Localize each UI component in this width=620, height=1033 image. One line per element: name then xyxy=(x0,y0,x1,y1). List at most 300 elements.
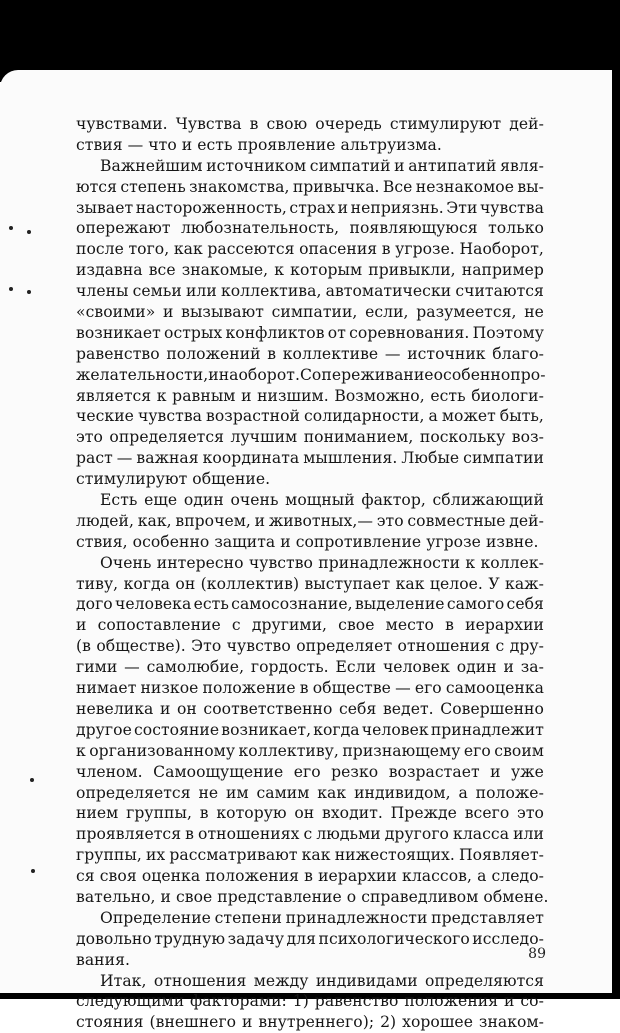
word: того, xyxy=(128,240,170,259)
text-line xyxy=(76,657,544,678)
word: чувствами. xyxy=(76,115,168,133)
word: членом. xyxy=(76,762,143,781)
word: автоматически xyxy=(325,282,452,301)
word: интересно xyxy=(156,553,244,572)
word: биологи- xyxy=(471,386,544,405)
word: это xyxy=(376,511,404,530)
word: самолюбие, xyxy=(146,658,245,677)
word: определяет xyxy=(296,637,393,656)
word: исследо- xyxy=(472,929,544,948)
word: издавна xyxy=(76,261,143,280)
text-line xyxy=(76,281,544,302)
word: появляющуюся xyxy=(349,219,478,238)
word: не xyxy=(524,303,544,322)
word: признающему xyxy=(342,741,461,760)
word: к xyxy=(156,386,167,405)
word: страх xyxy=(289,198,336,217)
word: источник xyxy=(407,344,486,363)
word: разумеется, xyxy=(416,303,517,322)
word: с xyxy=(303,825,313,844)
text-line xyxy=(76,594,544,615)
word: им xyxy=(226,783,249,802)
word: представляет xyxy=(431,908,544,927)
text-line xyxy=(76,720,544,741)
word: между xyxy=(253,971,309,990)
word: для xyxy=(286,929,317,948)
word: в xyxy=(381,240,391,259)
word: один xyxy=(183,491,224,510)
text-line xyxy=(76,699,544,720)
word: дого xyxy=(76,595,113,614)
word: соответственно xyxy=(203,699,333,718)
word: внутреннего); xyxy=(258,1013,375,1032)
text-line xyxy=(76,198,544,219)
word: знакомства, xyxy=(189,177,290,196)
word: в xyxy=(299,679,309,698)
word: и xyxy=(503,658,514,677)
word: коллек- xyxy=(480,553,544,572)
word: с xyxy=(495,637,505,656)
word: своим xyxy=(494,741,544,760)
word: в xyxy=(267,344,277,363)
word: задачу xyxy=(227,929,285,948)
word: один xyxy=(456,658,497,677)
word: — xyxy=(116,449,133,468)
word: степени xyxy=(214,908,282,927)
word: или xyxy=(513,825,544,844)
word: людьми xyxy=(316,825,381,844)
word: впрочем, xyxy=(175,511,251,530)
word: отношения xyxy=(397,637,491,656)
word: симпатии xyxy=(463,449,544,468)
word: проявляется xyxy=(76,825,182,844)
word: конфликтов xyxy=(225,323,325,342)
word: чувство xyxy=(226,637,291,656)
word: рассматривают xyxy=(169,846,298,865)
text-line xyxy=(76,762,544,783)
word: другого xyxy=(384,825,449,844)
word: очень xyxy=(230,491,279,510)
word: чувства xyxy=(479,198,544,217)
text-line xyxy=(76,971,544,992)
word: и xyxy=(394,156,405,175)
word: выделение xyxy=(354,595,445,614)
word: положе- xyxy=(475,783,544,802)
word: члены xyxy=(76,282,129,301)
word: опережают xyxy=(76,219,171,238)
word: зывает xyxy=(76,198,134,217)
word: индивидом, xyxy=(354,783,451,802)
word: как xyxy=(301,846,331,865)
word: он xyxy=(175,574,196,593)
word: быть, xyxy=(499,407,544,426)
text-line-content: вательно, и свое представление о справедливом обмене. xyxy=(76,887,549,906)
word: неприязнь. xyxy=(350,198,444,217)
word: чувство xyxy=(248,553,314,572)
word: или xyxy=(185,282,217,301)
word: другое xyxy=(76,720,132,739)
word: отношениях xyxy=(198,825,300,844)
word: их xyxy=(145,846,166,865)
word: а xyxy=(477,867,487,886)
word: острых xyxy=(164,323,223,342)
word: как xyxy=(395,574,425,593)
text-line xyxy=(76,469,544,490)
text-line xyxy=(76,156,544,177)
word: и xyxy=(254,511,266,530)
word: группы, xyxy=(126,804,192,823)
page-number: 89 xyxy=(528,946,546,962)
text-line-content: ствия — что и есть проявление альтруизма. xyxy=(76,135,442,154)
word: людей, xyxy=(76,511,134,530)
word: класса xyxy=(453,825,510,844)
word: воз- xyxy=(511,428,544,447)
word: это xyxy=(76,428,103,447)
word: нием xyxy=(76,804,119,823)
word: организованному xyxy=(89,741,236,760)
margin-speck xyxy=(27,290,31,294)
word: Эти xyxy=(446,198,478,217)
word: человека xyxy=(115,595,192,614)
word: возрастает xyxy=(388,762,480,781)
word: мощный xyxy=(285,491,355,510)
word: следующими xyxy=(76,992,185,1011)
text-line xyxy=(76,532,544,553)
word: вы- xyxy=(517,177,544,196)
word: только xyxy=(488,219,544,238)
word: самого xyxy=(446,595,505,614)
word: принадлежности xyxy=(318,553,461,572)
word: свое xyxy=(338,616,375,635)
word: которую xyxy=(216,804,287,823)
text-line xyxy=(76,406,544,427)
word: определяются xyxy=(425,971,544,990)
word: рассеются xyxy=(207,240,295,259)
word: считаются xyxy=(455,282,544,301)
word: (в xyxy=(76,637,91,656)
word: отношения xyxy=(153,971,247,990)
word: семьи xyxy=(132,282,182,301)
word: он xyxy=(294,804,315,823)
word: Появляет- xyxy=(459,846,544,865)
text-line xyxy=(76,177,544,198)
text-line xyxy=(76,511,544,532)
word: а xyxy=(428,407,438,426)
word: и xyxy=(163,303,174,322)
word: Определение xyxy=(100,908,211,927)
word: а xyxy=(458,783,468,802)
text-line xyxy=(76,615,544,636)
word: ческие xyxy=(76,407,134,426)
word: индивидами xyxy=(315,971,418,990)
word: сближающий xyxy=(432,491,544,510)
word: коллектива, xyxy=(220,282,322,301)
word: с xyxy=(231,616,241,635)
word: благо- xyxy=(492,344,544,363)
word: его xyxy=(463,741,491,760)
word: в xyxy=(304,867,313,886)
word: со- xyxy=(520,992,544,1011)
word: низшим. xyxy=(257,386,329,405)
word: место xyxy=(385,616,434,635)
text-line xyxy=(76,386,544,407)
word: положения xyxy=(205,867,300,886)
word: 1) xyxy=(292,992,309,1011)
word: всего xyxy=(464,804,510,823)
word: уже xyxy=(511,762,544,781)
text-line-content: стимулируют общение. xyxy=(76,470,271,489)
word: после xyxy=(76,240,124,259)
word: в xyxy=(249,115,259,133)
word: любознательность, xyxy=(180,219,340,238)
word: самим xyxy=(256,783,310,802)
margin-speck xyxy=(31,869,35,873)
word: животных,— xyxy=(268,511,374,530)
word: (внешнего xyxy=(149,1013,237,1032)
text-line xyxy=(76,114,544,135)
word: Возможно, xyxy=(334,386,425,405)
word: про- xyxy=(510,365,546,384)
word: Итак, xyxy=(100,971,147,990)
word: состояние xyxy=(133,720,220,739)
text-line-content: ствия, особенно защита и сопротивление угрозе извне. xyxy=(76,532,539,551)
word: 2) xyxy=(380,1013,397,1032)
word: Наоборот, xyxy=(459,240,544,259)
word: раст xyxy=(76,449,113,468)
word: возникает, xyxy=(221,720,312,739)
word: ся xyxy=(76,867,95,886)
text-line xyxy=(76,135,544,156)
word: особенно xyxy=(433,365,511,384)
word: свою xyxy=(266,115,308,133)
text-line xyxy=(76,427,544,448)
word: иерархии xyxy=(318,867,397,886)
text-line xyxy=(76,239,544,260)
word: и xyxy=(490,762,501,781)
word: равенство xyxy=(314,992,399,1011)
word: и xyxy=(242,1013,253,1032)
word: его xyxy=(414,679,442,698)
text-line xyxy=(76,929,544,950)
word: еще xyxy=(144,491,178,510)
word: и xyxy=(208,365,219,384)
word: симпатии, xyxy=(271,303,358,322)
text-line xyxy=(76,553,544,574)
word: «своими» xyxy=(76,303,156,322)
word: принадлежит xyxy=(430,720,544,739)
word: (коллектив) xyxy=(200,574,300,593)
word: есть xyxy=(193,595,229,614)
word: определяется xyxy=(109,428,224,447)
word: трудную xyxy=(154,929,226,948)
word: Любые xyxy=(401,449,460,468)
word: опасения xyxy=(299,240,378,259)
word: Чувства xyxy=(175,115,242,133)
text-line xyxy=(76,741,544,762)
word: очередь xyxy=(315,115,382,133)
word: дей- xyxy=(509,115,544,133)
text-line xyxy=(76,887,549,908)
word: следо- xyxy=(491,867,544,886)
text-line xyxy=(76,950,544,971)
text-line xyxy=(76,824,544,845)
word: равным xyxy=(172,386,236,405)
word: стимулируют xyxy=(389,115,502,133)
word: обществе xyxy=(312,679,391,698)
word: группы, xyxy=(76,846,142,865)
margin-speck xyxy=(9,287,13,291)
word: стояния xyxy=(76,1013,144,1032)
word: наоборот. xyxy=(218,365,300,384)
word: от xyxy=(327,323,346,342)
word: вызывают xyxy=(181,303,264,322)
word: дру- xyxy=(509,637,544,656)
word: дей- xyxy=(509,511,544,530)
word: это xyxy=(517,804,544,823)
word: гими xyxy=(76,658,118,677)
word: нимает xyxy=(76,679,137,698)
word: угрозе. xyxy=(395,240,455,259)
word: чувства xyxy=(137,407,203,426)
word: хорошее xyxy=(402,1013,473,1032)
word: сопоставление xyxy=(97,616,221,635)
word: привыкли, xyxy=(368,261,456,280)
word: классов, xyxy=(402,867,472,886)
word: есть xyxy=(430,386,466,405)
word: совместные xyxy=(407,511,506,530)
word: к xyxy=(274,261,285,280)
word: соревнования. xyxy=(349,323,470,342)
word: входит. xyxy=(322,804,383,823)
word: и xyxy=(76,616,87,635)
text-line xyxy=(76,365,544,386)
word: тиву, xyxy=(76,574,119,593)
word: все xyxy=(148,261,176,280)
word: Важнейшим xyxy=(100,156,203,175)
word: Это xyxy=(191,637,222,656)
margin-speck xyxy=(27,230,31,234)
word: координата xyxy=(202,449,300,468)
word: нижестоящих. xyxy=(334,846,455,865)
word: возникает xyxy=(76,323,161,342)
word: факторами: xyxy=(190,992,287,1011)
word: его xyxy=(293,762,321,781)
text-line xyxy=(76,302,544,323)
text-line xyxy=(76,783,544,804)
text-line xyxy=(76,845,544,866)
word: возрастной xyxy=(206,407,301,426)
word: когда xyxy=(123,574,171,593)
word: в xyxy=(199,804,209,823)
word: знакомые, xyxy=(181,261,269,280)
word: источником xyxy=(206,156,307,175)
word: когда xyxy=(313,720,360,739)
text-line xyxy=(76,490,544,511)
word: коллективе xyxy=(282,344,379,363)
text-line xyxy=(76,1012,544,1033)
word: и xyxy=(159,699,171,718)
text-line xyxy=(76,803,544,824)
word: — xyxy=(395,679,411,698)
word: солидарности, xyxy=(304,407,425,426)
word: довольно xyxy=(76,929,152,948)
word: Сопереживание xyxy=(299,365,434,384)
body-text xyxy=(76,114,549,1033)
text-line xyxy=(76,678,544,699)
word: себя xyxy=(338,699,377,718)
word: невелика xyxy=(76,699,154,718)
text-line xyxy=(76,323,544,344)
word: оценка xyxy=(141,867,201,886)
text-line xyxy=(76,908,544,929)
word: важная xyxy=(136,449,199,468)
word: гордость. xyxy=(250,658,329,677)
word: как, xyxy=(137,511,172,530)
word: другими, xyxy=(251,616,328,635)
text-line xyxy=(76,574,544,595)
word: желательности, xyxy=(76,365,209,384)
word: степень xyxy=(120,177,186,196)
word: человек xyxy=(361,720,429,739)
word: незнакомое xyxy=(415,177,514,196)
text-line xyxy=(76,636,544,657)
word: знаком- xyxy=(478,1013,544,1032)
word: фактор, xyxy=(361,491,426,510)
word: лучшим xyxy=(230,428,298,447)
word: равенство xyxy=(76,344,160,363)
word: например xyxy=(461,261,544,280)
word: положение xyxy=(202,679,296,698)
word: не xyxy=(198,783,219,802)
word: каж- xyxy=(505,574,544,593)
word: Самоощущение xyxy=(153,762,284,781)
margin-speck xyxy=(30,778,34,782)
word: У xyxy=(488,574,500,593)
word: является xyxy=(76,386,152,405)
word: целое. xyxy=(429,574,483,593)
word: если, xyxy=(365,303,409,322)
word: — xyxy=(124,658,140,677)
word: принадлежности xyxy=(285,908,428,927)
word: Если xyxy=(335,658,377,677)
word: выступает xyxy=(304,574,391,593)
word: может xyxy=(441,407,496,426)
word: симпатий xyxy=(309,156,391,175)
word: привычка. xyxy=(292,177,380,196)
margin-speck xyxy=(9,226,13,230)
word: явля- xyxy=(500,156,544,175)
word: определяется xyxy=(76,783,191,802)
word: себя xyxy=(506,595,544,614)
word: низкое xyxy=(140,679,199,698)
text-line xyxy=(76,260,544,281)
word: за- xyxy=(520,658,544,677)
word: которым xyxy=(290,261,363,280)
text-line xyxy=(76,866,544,887)
word: — xyxy=(384,344,401,363)
text-line xyxy=(76,218,544,239)
word: мышления. xyxy=(303,449,398,468)
word: в xyxy=(185,825,194,844)
scan-right-border xyxy=(612,0,620,999)
word: иерархии xyxy=(465,616,544,635)
word: к xyxy=(76,741,86,760)
word: и xyxy=(241,386,252,405)
word: положений xyxy=(166,344,261,363)
word: в xyxy=(445,616,454,635)
word: поскольку xyxy=(419,428,506,447)
word: и xyxy=(504,992,515,1011)
